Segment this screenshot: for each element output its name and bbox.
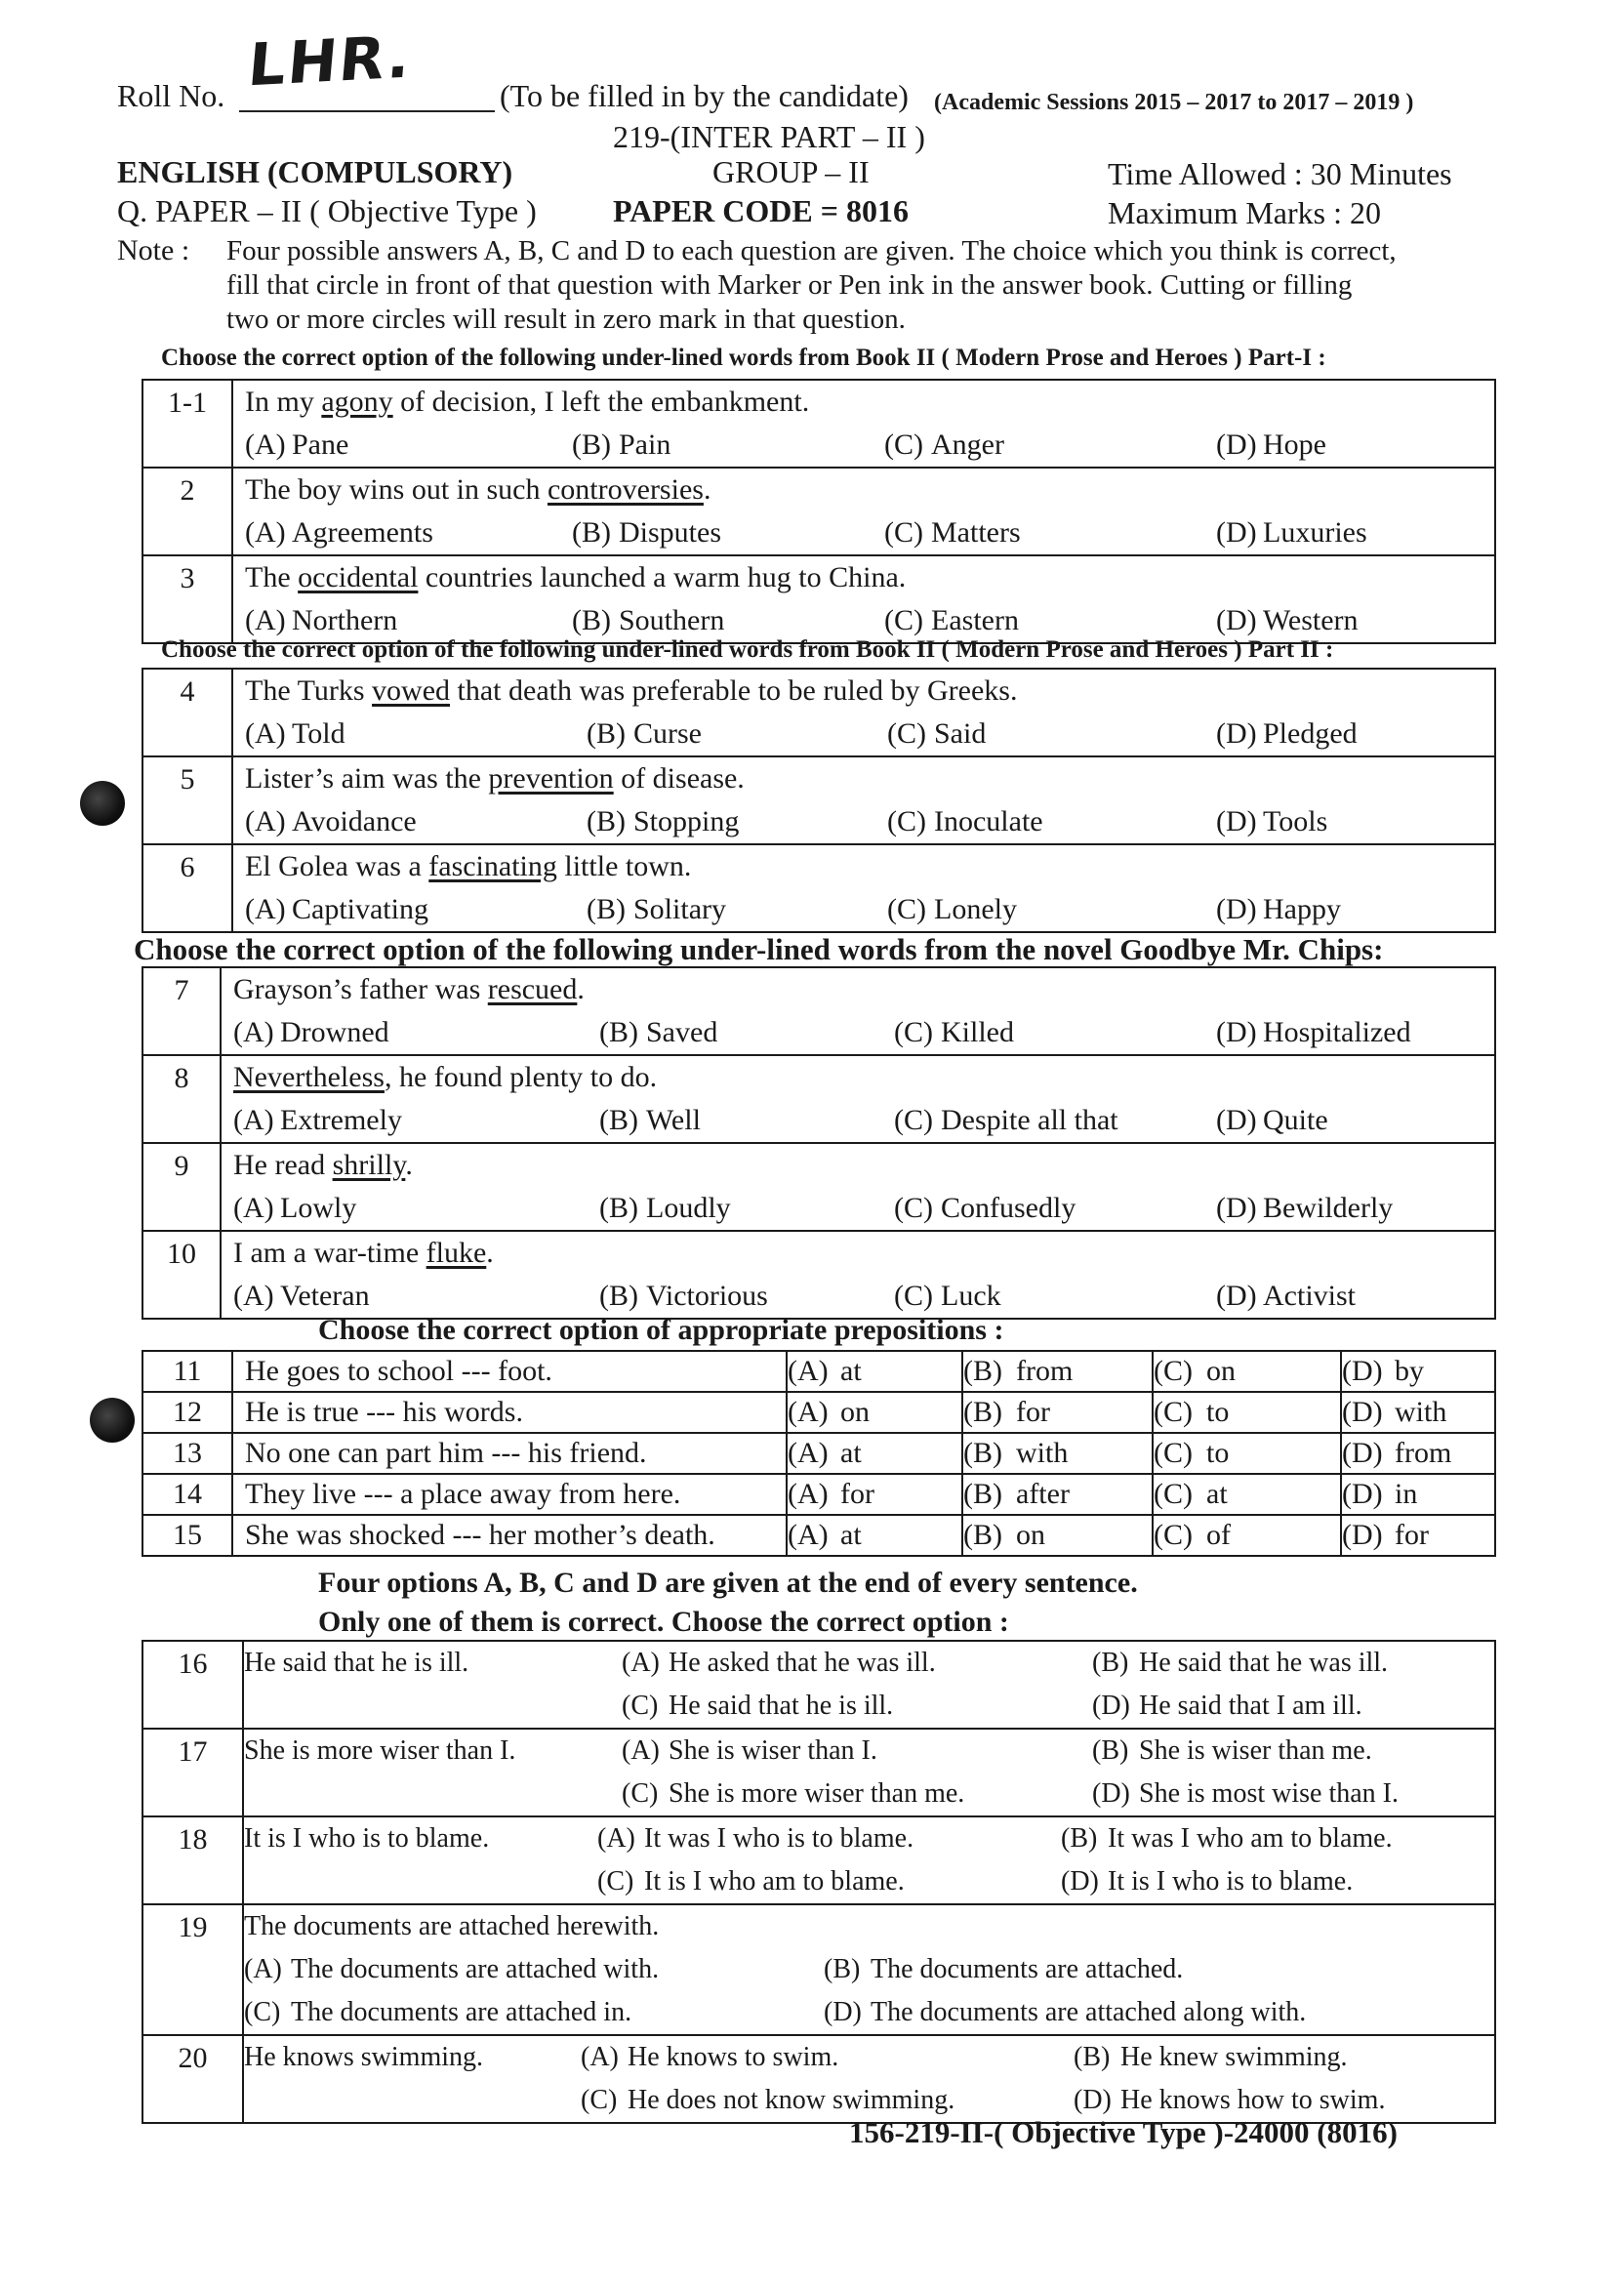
- question-number: 1-1: [142, 380, 232, 468]
- option-d: (D) in: [1341, 1474, 1495, 1515]
- option-b: (B) Saved: [599, 1016, 718, 1048]
- option-d: (D) from: [1341, 1433, 1495, 1474]
- option-a: (A) He knows to swim.: [581, 2042, 839, 2072]
- option-c: (C) at: [1153, 1474, 1341, 1515]
- question-body: [243, 1904, 1495, 2035]
- question-number: 15: [142, 1515, 232, 1556]
- option-a: (A) Captivating: [245, 893, 428, 925]
- option-c: (C) on: [1153, 1351, 1341, 1392]
- punch-hole-mark: [90, 1398, 135, 1443]
- question-number: 13: [142, 1433, 232, 1474]
- underlined-word: agony: [321, 386, 393, 418]
- options-row: [244, 1817, 1494, 1860]
- option-d: (D) Bewilderly: [1216, 1192, 1394, 1224]
- options-row: [244, 1860, 1494, 1903]
- option-b: (B) He knew swimming.: [1074, 2042, 1348, 2072]
- option-b: (B) on: [962, 1515, 1153, 1556]
- option-d: (D) The documents are attached along with.: [824, 1997, 1307, 2027]
- section2-heading: Choose the correct option of the following under-lined words from Book II ( Modern Prose and Heroes ) Part II :: [161, 636, 1334, 663]
- question-stem: The occidental countries launched a warm hug to China.: [245, 561, 907, 593]
- time-allowed: Time Allowed : 30 Minutes: [1108, 156, 1452, 191]
- note-line: two or more circles will result in zero mark in that question.: [226, 304, 906, 335]
- footer-code: 156-219-II-( Objective Type )-24000 (8016): [849, 2115, 1398, 2149]
- question-number: 20: [142, 2035, 243, 2123]
- options-row: [233, 888, 1494, 931]
- section4-heading: Choose the correct option of appropriate prepositions :: [318, 1314, 1004, 1346]
- option-a: (A) Lowly: [233, 1192, 357, 1224]
- question-row: [142, 1433, 1495, 1474]
- option-c: (C) Despite all that: [894, 1104, 1118, 1136]
- options-row: [244, 1948, 1494, 1991]
- question-row: [142, 1143, 1495, 1231]
- option-a: (A) The documents are attached with.: [244, 1954, 660, 1984]
- option-a: (A) He asked that he was ill.: [622, 1648, 936, 1678]
- question-stem: I am a war-time fluke.: [233, 1237, 494, 1269]
- option-d: (D) Activist: [1216, 1280, 1356, 1312]
- question-body: [221, 1055, 1495, 1143]
- options-row: [244, 2036, 1494, 2079]
- question-stem: They live --- a place away from here.: [232, 1474, 787, 1515]
- question-body: [232, 844, 1495, 932]
- option-d: (D) by: [1341, 1351, 1495, 1392]
- option-a: (A) Extremely: [233, 1104, 402, 1136]
- option-c: (C) Matters: [884, 516, 1021, 549]
- question-stem: He read shrilly.: [233, 1149, 413, 1181]
- options-row: [222, 1099, 1494, 1142]
- note-label: Note :: [117, 234, 190, 266]
- option-d: (D) Quite: [1216, 1104, 1328, 1136]
- fill-note: (To be filled in by the candidate): [500, 78, 909, 113]
- option-b: (B) She is wiser than me.: [1092, 1735, 1372, 1766]
- options-row: [244, 1991, 1494, 2034]
- option-c: (C) He said that he is ill.: [622, 1691, 894, 1721]
- question-row: [142, 380, 1495, 468]
- question-body: [243, 1641, 1495, 1729]
- question-number: 2: [142, 468, 232, 555]
- option-c: (C) She is more wiser than me.: [622, 1778, 965, 1809]
- option-c: (C) Inoculate: [887, 805, 1043, 837]
- option-d: (D) She is most wise than I.: [1092, 1778, 1399, 1809]
- option-b: (B) Loudly: [599, 1192, 731, 1224]
- question-row: [142, 468, 1495, 555]
- question-stem: The documents are attached herewith.: [244, 1911, 660, 1941]
- question-number: 17: [142, 1729, 243, 1816]
- academic-sessions: (Academic Sessions 2015 – 2017 to 2017 – 2019 ): [934, 90, 1414, 115]
- question-number: 4: [142, 669, 232, 756]
- underlined-word: occidental: [298, 561, 419, 593]
- question-stem: Grayson’s father was rescued.: [233, 973, 585, 1005]
- question-stem: It is I who is to blame.: [244, 1823, 490, 1854]
- question-body: [232, 380, 1495, 468]
- option-c: (C) He does not know swimming.: [581, 2085, 955, 2115]
- options-row: [222, 1187, 1494, 1230]
- option-b: (B) from: [962, 1351, 1153, 1392]
- option-d: (D) with: [1341, 1392, 1495, 1433]
- question-row: [142, 844, 1495, 932]
- question-body: [232, 669, 1495, 756]
- option-d: (D) Hospitalized: [1216, 1016, 1411, 1048]
- option-b: (B) Solitary: [587, 893, 726, 925]
- underlined-word: rescued: [487, 973, 578, 1005]
- underlined-word: controversies: [547, 473, 704, 506]
- options-row: [222, 1011, 1494, 1054]
- question-row: [142, 2035, 1495, 2123]
- option-b: (B) It was I who am to blame.: [1061, 1823, 1393, 1854]
- underlined-word: Nevertheless: [233, 1061, 385, 1093]
- question-row: [142, 1515, 1495, 1556]
- option-c: (C) Anger: [884, 428, 1004, 461]
- underlined-word: prevention: [488, 762, 614, 795]
- paper-code: PAPER CODE = 8016: [613, 193, 909, 228]
- option-a: (A) Northern: [245, 604, 398, 636]
- question-stem: The Turks vowed that death was preferable to be ruled by Greeks.: [245, 674, 1018, 707]
- option-b: (B) Disputes: [572, 516, 721, 549]
- underlined-word: vowed: [372, 674, 451, 707]
- question-stem: He said that he is ill.: [244, 1648, 469, 1678]
- option-a: (A) Veteran: [233, 1280, 370, 1312]
- section1-table: [142, 379, 1496, 644]
- question-stem: No one can part him --- his friend.: [232, 1433, 787, 1474]
- section2-table: [142, 668, 1496, 933]
- question-number: 9: [142, 1143, 221, 1231]
- question-stem: He knows swimming.: [244, 2042, 483, 2072]
- question-stem: She is more wiser than I.: [244, 1735, 516, 1766]
- options-row: [244, 1773, 1494, 1815]
- question-stem: He is true --- his words.: [232, 1392, 787, 1433]
- question-stem: El Golea was a fascinating little town.: [245, 850, 692, 882]
- question-row: [142, 1816, 1495, 1904]
- option-a: (A) for: [787, 1474, 962, 1515]
- options-row: [233, 424, 1494, 467]
- question-number: 14: [142, 1474, 232, 1515]
- roll-label: Roll No.: [117, 78, 225, 113]
- question-stem: Lister’s aim was the prevention of disease.: [245, 762, 745, 795]
- option-d: (D) He said that I am ill.: [1092, 1691, 1362, 1721]
- option-b: (B) Curse: [587, 717, 702, 750]
- options-row: [244, 1685, 1494, 1728]
- option-b: (B) He said that he was ill.: [1092, 1648, 1389, 1678]
- underlined-word: shrilly: [332, 1149, 406, 1181]
- option-a: (A) Agreements: [245, 516, 433, 549]
- options-row: [244, 1642, 1494, 1685]
- question-number: 18: [142, 1816, 243, 1904]
- question-row: [142, 1729, 1495, 1816]
- question-stem: He goes to school --- foot.: [232, 1351, 787, 1392]
- option-c: (C) The documents are attached in.: [244, 1997, 632, 2027]
- option-b: (B) Victorious: [599, 1280, 768, 1312]
- option-a: (A) Pane: [245, 428, 349, 461]
- question-body: [243, 2035, 1495, 2123]
- option-b: (B) The documents are attached.: [824, 1954, 1184, 1984]
- paper-type: Q. PAPER – II ( Objective Type ): [117, 193, 537, 228]
- underlined-word: fascinating: [428, 850, 557, 882]
- handwritten-roll-number: LHR.: [245, 22, 416, 101]
- option-d: (D) for: [1341, 1515, 1495, 1556]
- options-row: [222, 1275, 1494, 1318]
- options-row: [233, 511, 1494, 554]
- question-row: [142, 1641, 1495, 1729]
- question-body: [232, 756, 1495, 844]
- option-a: (A) It was I who is to blame.: [597, 1823, 914, 1854]
- option-d: (D) Tools: [1216, 805, 1328, 837]
- maximum-marks: Maximum Marks : 20: [1108, 195, 1381, 230]
- question-stem: She was shocked --- her mother’s death.: [232, 1515, 787, 1556]
- question-number: 6: [142, 844, 232, 932]
- option-b: (B) Stopping: [587, 805, 740, 837]
- option-a: (A) at: [787, 1515, 962, 1556]
- question-number: 8: [142, 1055, 221, 1143]
- question-number: 16: [142, 1641, 243, 1729]
- option-a: (A) at: [787, 1433, 962, 1474]
- question-stem: In my agony of decision, I left the embankment.: [245, 386, 810, 418]
- section1-heading: Choose the correct option of the following under-lined words from Book II ( Modern Prose and Heroes ) Part-I :: [161, 345, 1326, 371]
- question-row: [142, 967, 1495, 1055]
- option-d: (D) Happy: [1216, 893, 1341, 925]
- option-c: (C) Killed: [894, 1016, 1014, 1048]
- note-text: [226, 234, 1397, 337]
- question-number: 3: [142, 555, 232, 643]
- question-body: [221, 967, 1495, 1055]
- option-a: (A) Drowned: [233, 1016, 389, 1048]
- question-row: [142, 1392, 1495, 1433]
- section3-heading: Choose the correct option of the following under-lined words from the novel Goodbye Mr. Chips:: [134, 932, 1384, 966]
- underlined-word: fluke: [426, 1237, 487, 1269]
- question-body: [221, 1231, 1495, 1319]
- group-label: GROUP – II: [712, 154, 870, 189]
- paper-id: 219-(INTER PART – II ): [613, 119, 925, 154]
- options-row: [233, 800, 1494, 843]
- question-row: [142, 555, 1495, 643]
- option-b: (B) after: [962, 1474, 1153, 1515]
- question-body: [243, 1729, 1495, 1816]
- question-number: 5: [142, 756, 232, 844]
- option-d: (D) He knows how to swim.: [1074, 2085, 1386, 2115]
- section5-heading-line2: Only one of them is correct. Choose the correct option :: [318, 1606, 1009, 1638]
- question-row: [142, 1351, 1495, 1392]
- question-body: [243, 1816, 1495, 1904]
- question-stem: Nevertheless, he found plenty to do.: [233, 1061, 658, 1093]
- option-d: (D) It is I who is to blame.: [1061, 1866, 1354, 1897]
- option-c: (C) Said: [887, 717, 987, 750]
- note-line: Four possible answers A, B, C and D to each question are given. The choice which you think is correct,: [226, 235, 1397, 266]
- option-a: (A) at: [787, 1351, 962, 1392]
- option-c: (C) Eastern: [884, 604, 1019, 636]
- section4-table: [142, 1350, 1496, 1557]
- options-row: [233, 713, 1494, 755]
- option-d: (D) Hope: [1216, 428, 1326, 461]
- option-a: (A) Avoidance: [245, 805, 417, 837]
- question-row: [142, 669, 1495, 756]
- question-row: [142, 1055, 1495, 1143]
- option-d: (D) Luxuries: [1216, 516, 1367, 549]
- question-body: [232, 468, 1495, 555]
- option-b: (B) Southern: [572, 604, 725, 636]
- question-number: 12: [142, 1392, 232, 1433]
- option-c: (C) Confusedly: [894, 1192, 1076, 1224]
- question-row: [142, 1904, 1495, 2035]
- section5-heading-line1: Four options A, B, C and D are given at the end of every sentence.: [318, 1567, 1138, 1599]
- question-row: [142, 1231, 1495, 1319]
- question-stem: The boy wins out in such controversies.: [245, 473, 711, 506]
- option-d: (D) Pledged: [1216, 717, 1358, 750]
- option-c: (C) Lonely: [887, 893, 1017, 925]
- note-line: fill that circle in front of that question with Marker or Pen ink in the answer book. Cutting or filling: [226, 269, 1353, 301]
- option-c: (C) of: [1153, 1515, 1341, 1556]
- subject-title: ENGLISH (COMPULSORY): [117, 154, 513, 189]
- option-b: (B) for: [962, 1392, 1153, 1433]
- option-c: (C) It is I who am to blame.: [597, 1866, 905, 1897]
- question-number: 10: [142, 1231, 221, 1319]
- option-b: (B) with: [962, 1433, 1153, 1474]
- option-a: (A) on: [787, 1392, 962, 1433]
- section3-table: [142, 966, 1496, 1320]
- question-body: [221, 1143, 1495, 1231]
- options-row: [244, 1730, 1494, 1773]
- question-body: [232, 555, 1495, 643]
- option-a: (A) Told: [245, 717, 345, 750]
- option-a: (A) She is wiser than I.: [622, 1735, 877, 1766]
- question-number: 11: [142, 1351, 232, 1392]
- option-d: (D) Western: [1216, 604, 1359, 636]
- option-c: (C) Luck: [894, 1280, 1001, 1312]
- question-row: [142, 1474, 1495, 1515]
- option-c: (C) to: [1153, 1433, 1341, 1474]
- option-b: (B) Well: [599, 1104, 701, 1136]
- question-row: [142, 756, 1495, 844]
- punch-hole-mark: [80, 781, 125, 826]
- question-number: 19: [142, 1904, 243, 2035]
- option-c: (C) to: [1153, 1392, 1341, 1433]
- section5-table: [142, 1640, 1496, 2124]
- roll-number-line: [239, 110, 495, 112]
- option-b: (B) Pain: [572, 428, 671, 461]
- question-number: 7: [142, 967, 221, 1055]
